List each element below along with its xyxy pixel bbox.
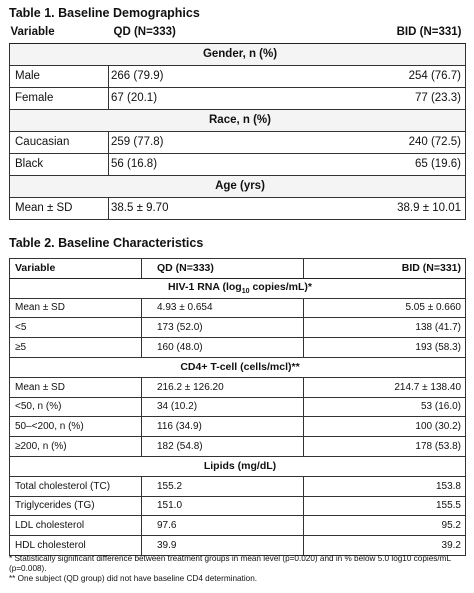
row-bid-value: 38.9 ± 10.01 (239, 197, 466, 219)
row-label: Mean ± SD (10, 298, 142, 318)
row-bid-value: 240 (72.5) (239, 131, 466, 153)
table-row (10, 131, 466, 153)
footnotes (9, 554, 469, 584)
row-bid-value: 95.2 (304, 516, 466, 536)
section-title: Age (yrs) (10, 175, 466, 197)
header-qd: QD (N=333) (142, 259, 304, 279)
row-bid-value: 153.8 (304, 476, 466, 496)
row-qd-value: 97.6 (142, 516, 304, 536)
row-qd-value: 116 (34.9) (142, 417, 304, 437)
row-qd-value: 56 (16.8) (109, 153, 239, 175)
table-row (10, 476, 466, 496)
table-header-row (10, 21, 466, 43)
baseline-characteristics-table (9, 258, 466, 556)
section-title: Lipids (mg/dL) (10, 456, 466, 476)
row-label: Male (10, 65, 109, 87)
table-row (10, 197, 466, 219)
section-title (10, 278, 466, 298)
section-header-row (10, 357, 466, 377)
row-bid-value: 214.7 ± 138.40 (304, 377, 466, 397)
section-title-pre: HIV-1 RNA (log (168, 281, 242, 294)
table2-title: Table 2. Baseline Characteristics (9, 236, 204, 250)
section-header-row (10, 43, 466, 65)
row-bid-value: 65 (19.6) (239, 153, 466, 175)
row-label: Total cholesterol (TC) (10, 476, 142, 496)
row-bid-value: 193 (58.3) (304, 338, 466, 358)
table-row (10, 318, 466, 338)
row-bid-value: 77 (23.3) (239, 87, 466, 109)
row-bid-value: 254 (76.7) (239, 65, 466, 87)
row-qd-value: 216.2 ± 126.20 (142, 377, 304, 397)
row-label: Mean ± SD (10, 377, 142, 397)
header-qd: QD (N=333) (109, 21, 239, 43)
header-bid: BID (N=331) (239, 21, 466, 43)
section-title-post: copies/mL)* (249, 281, 312, 294)
table-row (10, 417, 466, 437)
row-label: ≥5 (10, 338, 142, 358)
section-header-row (10, 175, 466, 197)
row-bid-value: 178 (53.8) (304, 437, 466, 457)
header-bid: BID (N=331) (304, 259, 466, 279)
section-header-row (10, 278, 466, 298)
section-title-subscript: 10 (241, 288, 250, 296)
section-title: Race, n (%) (10, 109, 466, 131)
section-title: CD4+ T-cell (cells/mcl)** (10, 357, 466, 377)
table-row (10, 153, 466, 175)
table-row (10, 377, 466, 397)
row-qd-value: 38.5 ± 9.70 (109, 197, 239, 219)
row-label: HDL cholesterol (10, 536, 142, 556)
row-qd-value: 34 (10.2) (142, 397, 304, 417)
row-qd-value: 182 (54.8) (142, 437, 304, 457)
row-bid-value: 100 (30.2) (304, 417, 466, 437)
table-row (10, 437, 466, 457)
section-header-row (10, 456, 466, 476)
row-qd-value: 160 (48.0) (142, 338, 304, 358)
table-row (10, 65, 466, 87)
row-bid-value: 5.05 ± 0.660 (304, 298, 466, 318)
row-bid-value: 155.5 (304, 496, 466, 516)
row-qd-value: 155.2 (142, 476, 304, 496)
row-bid-value: 53 (16.0) (304, 397, 466, 417)
table1-title: Table 1. Baseline Demographics (9, 6, 200, 20)
section-header-row (10, 109, 466, 131)
footnote-cd4: ** One subject (QD group) did not have baseline CD4 determination. (9, 574, 258, 583)
row-label: LDL cholesterol (10, 516, 142, 536)
row-qd-value: 151.0 (142, 496, 304, 516)
row-qd-value: 4.93 ± 0.654 (142, 298, 304, 318)
row-label: Mean ± SD (10, 197, 109, 219)
row-label: Female (10, 87, 109, 109)
table-row (10, 516, 466, 536)
row-label: <5 (10, 318, 142, 338)
section-title: Gender, n (%) (10, 43, 466, 65)
table-row (10, 87, 466, 109)
row-label: Triglycerides (TG) (10, 496, 142, 516)
header-variable: Variable (10, 259, 142, 279)
row-bid-value: 39.2 (304, 536, 466, 556)
table-row (10, 338, 466, 358)
row-qd-value: 266 (79.9) (109, 65, 239, 87)
table-row (10, 397, 466, 417)
table-header-row (10, 259, 466, 279)
row-qd-value: 173 (52.0) (142, 318, 304, 338)
row-label: <50, n (%) (10, 397, 142, 417)
table-row (10, 298, 466, 318)
footnote-significance: * Statistically significant difference between treatment groups in mean level (p=0.020) and in % below 5.0 log10 copies/mL (p=0.008). (9, 554, 451, 573)
row-label: 50–<200, n (%) (10, 417, 142, 437)
row-label: Caucasian (10, 131, 109, 153)
row-label: ≥200, n (%) (10, 437, 142, 457)
baseline-demographics-table (9, 21, 466, 220)
row-qd-value: 259 (77.8) (109, 131, 239, 153)
row-qd-value: 67 (20.1) (109, 87, 239, 109)
table-row (10, 496, 466, 516)
row-label: Black (10, 153, 109, 175)
row-bid-value: 138 (41.7) (304, 318, 466, 338)
row-qd-value: 39.9 (142, 536, 304, 556)
header-variable: Variable (10, 21, 109, 43)
table-row (10, 536, 466, 556)
